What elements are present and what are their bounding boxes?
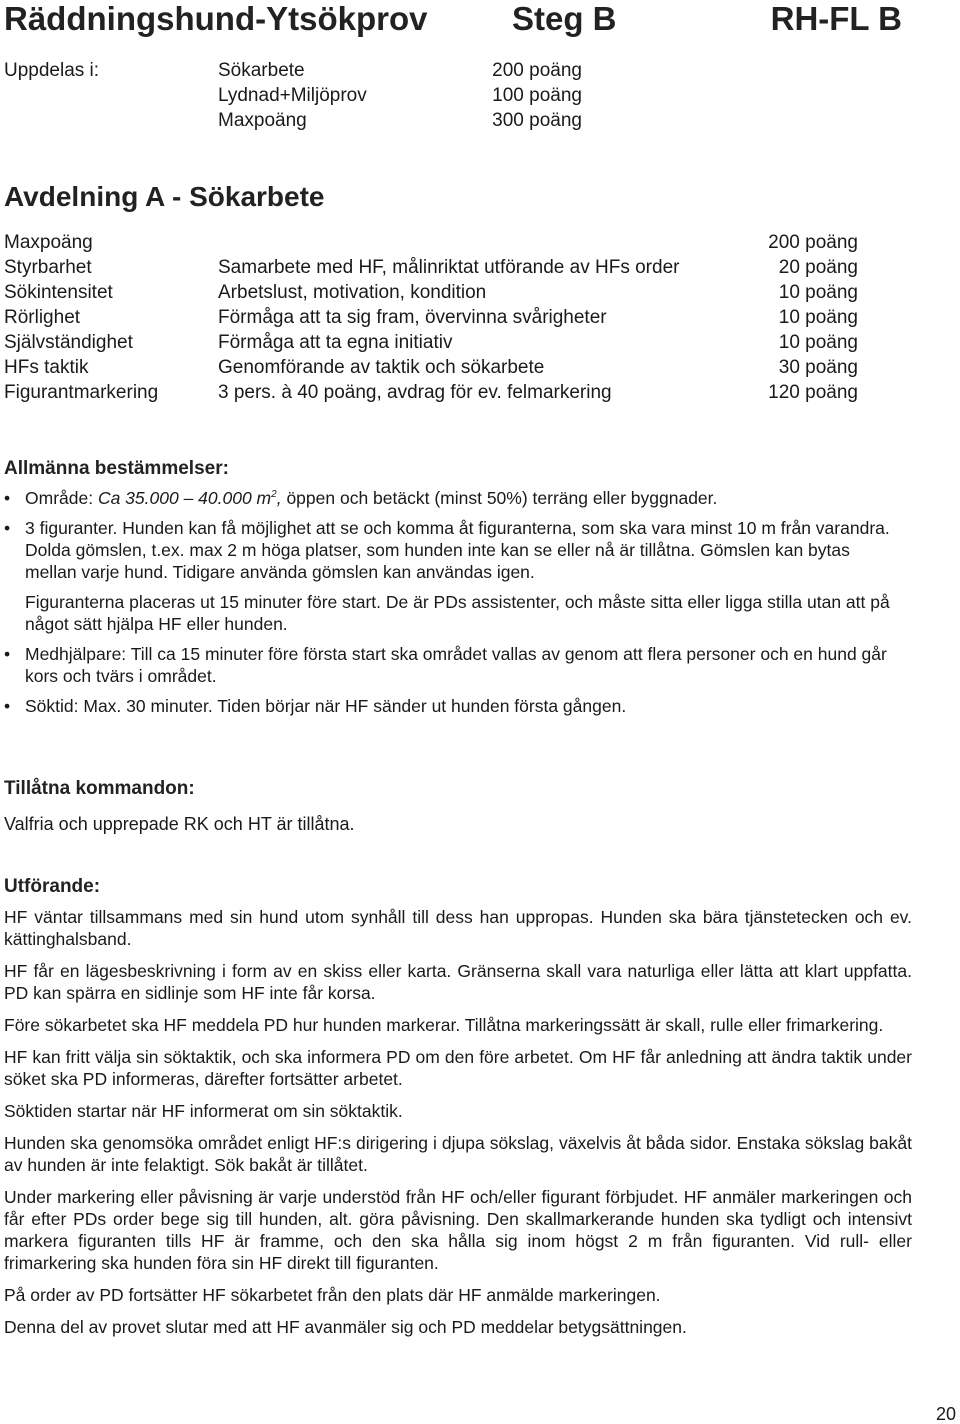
score-points: 30 poäng (778, 357, 858, 378)
split-label: Uppdelas i: (4, 60, 100, 81)
bullet-icon: • (4, 518, 11, 538)
split-part-name: Maxpoäng (218, 110, 307, 131)
list-item (0, 487, 900, 509)
score-criterion: Självständighet (4, 332, 133, 353)
helper-rule: Medhjälpare: Till ca 15 minuter före första start ska området vallas av genom att flera personer och en hund går kors och tvärs i området. (25, 644, 887, 686)
figurants-placement-rule: Figuranterna placeras ut 15 minuter före start. De är PDs assistenter, och måste sitta eller ligga stilla utan att på något sätt hjälpa HF eller hunden. (25, 592, 890, 634)
score-points: 10 poäng (778, 332, 858, 353)
execution-paragraph: HF kan fritt välja sin söktaktik, och ska informera PD om den före arbetet. Om HF får anledning att ändra taktik under söket ska PD informeras, därefter fortsätter arbetet. (4, 1047, 912, 1089)
execution-paragraph: Denna del av provet slutar med att HF avanmäler sig och PD meddelar betygsättningen. (4, 1317, 687, 1337)
page-number: 20 (935, 1404, 956, 1424)
search-time-rule: Söktid: Max. 30 minuter. Tiden börjar när HF sänder ut hunden första gången. (25, 696, 627, 716)
score-points: 20 poäng (778, 257, 858, 278)
list-item (0, 695, 900, 717)
split-row (218, 108, 582, 133)
score-points: 120 poäng (768, 382, 858, 403)
bullet-icon: • (4, 488, 11, 508)
title-row (0, 0, 960, 44)
execution-paragraph: Söktiden startar när HF informerat om sin söktaktik. (4, 1101, 403, 1121)
split-part-points: 300 poäng (492, 110, 582, 131)
score-criterion: HFs taktik (4, 357, 89, 378)
list-item (0, 643, 900, 687)
score-description: Förmåga att ta egna initiativ (218, 332, 453, 353)
step-label: Steg B (512, 0, 617, 37)
execution-paragraph: HF får en lägesbeskrivning i form av en skiss eller karta. Gränserna skall vara naturliga eller lätta att klart uppfatta. PD kan spärra en sidlinje som HF inte får korsa. (4, 961, 912, 1003)
commands-text: Valfria och upprepade RK och HT är tillåtna. (4, 814, 355, 834)
figurants-rule: 3 figuranter. Hunden kan få möjlighet att se och komma åt figuranterna, som ska vara minst 10 m från varandra. Dolda gömslen, t.ex. max 2 m höga platser, som hunden inte kan se eller nå är tillåtna. Gömslen kan bytas mellan varje hund. Tidigare använda gömslen kan användas igen. (25, 518, 890, 582)
score-description: Förmåga att ta sig fram, övervinna svårigheter (218, 307, 607, 328)
score-row (0, 305, 960, 330)
execution-body (4, 906, 912, 1348)
bullet-icon: • (4, 644, 11, 664)
execution-paragraph: På order av PD fortsätter HF sökarbetet från den plats där HF anmälde markeringen. (4, 1285, 661, 1305)
class-code: RH-FL B (770, 0, 902, 37)
execution-paragraph: HF väntar tillsammans med sin hund utom synhåll till dess han uppropas. Hunden ska bära tjänstetecken och ev. kättinghalsband. (4, 907, 912, 949)
score-points: 10 poäng (778, 307, 858, 328)
score-criterion: Rörlighet (4, 307, 81, 328)
split-row (218, 83, 582, 108)
score-criterion: Sökintensitet (4, 282, 113, 303)
score-description: Genomförande av taktik och sökarbete (218, 357, 545, 378)
score-row (0, 330, 960, 355)
execution-paragraph: Före sökarbetet ska HF meddela PD hur hunden markerar. Tillåtna markeringssätt är skall, rulle eller frimarkering. (4, 1015, 884, 1035)
area-rule (25, 487, 900, 509)
area-comma: , (276, 488, 282, 508)
score-row (0, 230, 960, 255)
score-row (0, 280, 960, 305)
score-description: Samarbete med HF, målinriktat utförande av HFs order (218, 257, 680, 278)
split-part-name: Sökarbete (218, 60, 305, 81)
split-part-points: 100 poäng (492, 85, 582, 106)
score-row (0, 380, 960, 405)
score-description: 3 pers. à 40 poäng, avdrag för ev. felmarkering (218, 382, 612, 403)
execution-paragraph: Under markering eller påvisning är varje understöd från HF och/eller figurant förbjudet. HF anmäler markeringen och får efter PDs order bege sig till hunden, alt. göra påvisning. Den skallmarkerande hunden ska tydligt och intensivt markera figuranten tills HF är framme, och den ska hålla sig inom högst 2 m från figuranten. Vid rull- eller frimarkering ska hunden föra sin HF direkt till figuranten. (4, 1187, 912, 1273)
score-criterion: Maxpoäng (4, 232, 93, 253)
area-value: Ca 35.000 – 40.000 m (97, 488, 272, 508)
general-rules-list (0, 487, 900, 725)
score-table (0, 230, 960, 405)
section-a-heading: Avdelning A - Sökarbete (4, 181, 325, 212)
score-row (0, 355, 960, 380)
split-part-points: 200 poäng (492, 60, 582, 81)
score-points: 10 poäng (778, 282, 858, 303)
execution-paragraph: Hunden ska genomsöka området enligt HF:s dirigering i djupa sökslag, växelvis åt båda sidor. Enstaka sökslag bakåt av hunden är inte felaktigt. Sök bakåt är tillåtet. (4, 1133, 912, 1175)
execution-heading: Utförande: (4, 876, 101, 897)
score-points: 200 poäng (768, 232, 858, 253)
area-unit-exponent: 2 (271, 489, 277, 501)
score-criterion: Styrbarhet (4, 257, 92, 278)
split-row (218, 58, 582, 83)
general-rules-heading: Allmänna bestämmelser: (4, 458, 229, 479)
score-criterion: Figurantmarkering (4, 382, 159, 403)
commands-heading: Tillåtna kommandon: (4, 778, 195, 799)
score-row (0, 255, 960, 280)
bullet-icon: • (4, 696, 11, 716)
document-title: Räddningshund-Ytsökprov (4, 0, 428, 37)
list-item (0, 517, 900, 635)
score-description: Arbetslust, motivation, kondition (218, 282, 487, 303)
area-label: Område: (25, 488, 98, 508)
area-rest: öppen och betäckt (minst 50%) terräng eller byggnader. (281, 488, 718, 508)
split-rows (218, 58, 582, 133)
split-part-name: Lydnad+Miljöprov (218, 85, 367, 106)
